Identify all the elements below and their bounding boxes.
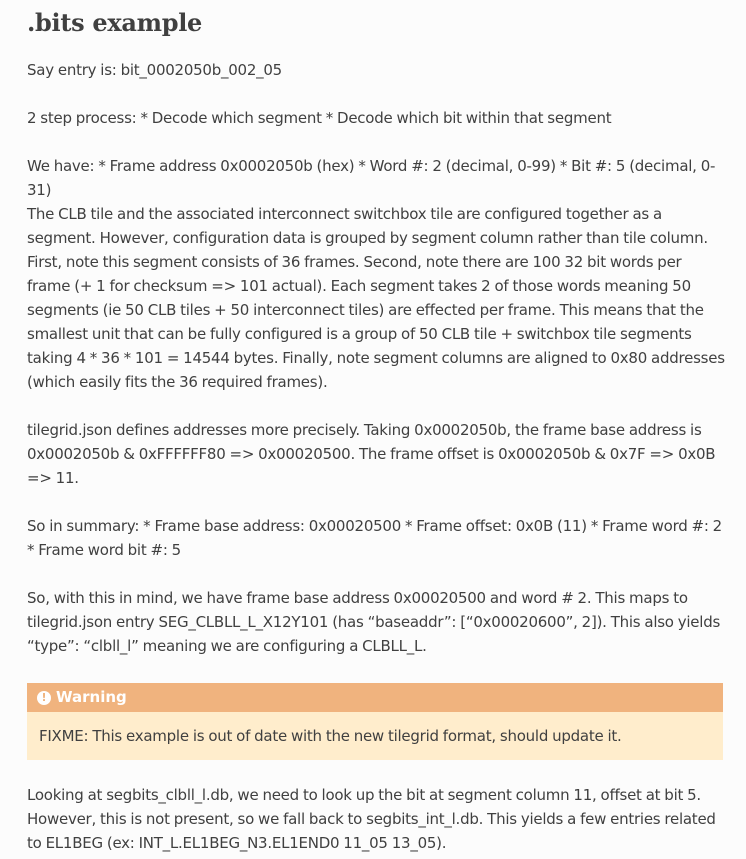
paragraph-mapping: So, with this in mind, we have frame base address 0x00020500 and word # 2. This maps to tilegrid.json entry SEG_CLBLL_L_X12Y101 (has “baseaddr”: [“0x00020600”, 2]). This also yields “type”: “clbll_l” meaning we are configuring a CLBLL_L. — [27, 589, 721, 655]
warning-title-bar — [27, 683, 723, 712]
section-heading: .bits example — [27, 8, 202, 37]
paragraph-segbits: Looking at segbits_clbll_l.db, we need to look up the bit at segment column 11, offset at bit 5. However, this is not present, so we fall back to segbits_int_l.db. This yields a few entries related to EL1BEG (ex: INT_L.EL1BEG_N3.EL1END0 11_05 13_05). — [27, 786, 716, 852]
paragraph-clb-tile: The CLB tile and the associated interconnect switchbox tile are configured together as a segment. However, configuration data is grouped by segment column rather than tile column. First, note this segment consists of 36 frames. Second, note there are 100 32 bit words per frame (+ 1 for checksum => 101 actual). Each segment takes 2 of those words meaning 50 segments (ie 50 CLB tiles + 50 interconnect tiles) are effected per frame. This means that the smallest unit that can be fully configured is a group of 50 CLB tile + switchbox tile segments taking 4 * 36 * 101 = 14544 bytes. Finally, note segment columns are aligned to 0x80 addresses (which easily fits the 36 required frames). — [27, 205, 725, 391]
paragraph-we-have: We have: * Frame address 0x0002050b (hex) * Word #: 2 (decimal, 0-99) * Bit #: 5 (decimal, 0-31) — [27, 157, 716, 199]
warning-admonition — [27, 683, 723, 760]
paragraph-process: 2 step process: * Decode which segment * Decode which bit within that segment — [27, 109, 612, 127]
exclamation-circle-icon: ! — [37, 691, 51, 705]
paragraph-tilegrid: tilegrid.json defines addresses more precisely. Taking 0x0002050b, the frame base address is 0x0002050b & 0xFFFFFF80 => 0x00020500. The frame offset is 0x0002050b & 0x7F => 0x0B => 11. — [27, 421, 716, 487]
paragraph-summary: So in summary: * Frame base address: 0x00020500 * Frame offset: 0x0B (11) * Frame word #: 2 * Frame word bit #: 5 — [27, 517, 722, 559]
warning-body: FIXME: This example is out of date with the new tilegrid format, should update it. — [39, 727, 622, 745]
paragraph-entry: Say entry is: bit_0002050b_002_05 — [27, 61, 282, 79]
warning-title: Warning — [56, 688, 127, 706]
